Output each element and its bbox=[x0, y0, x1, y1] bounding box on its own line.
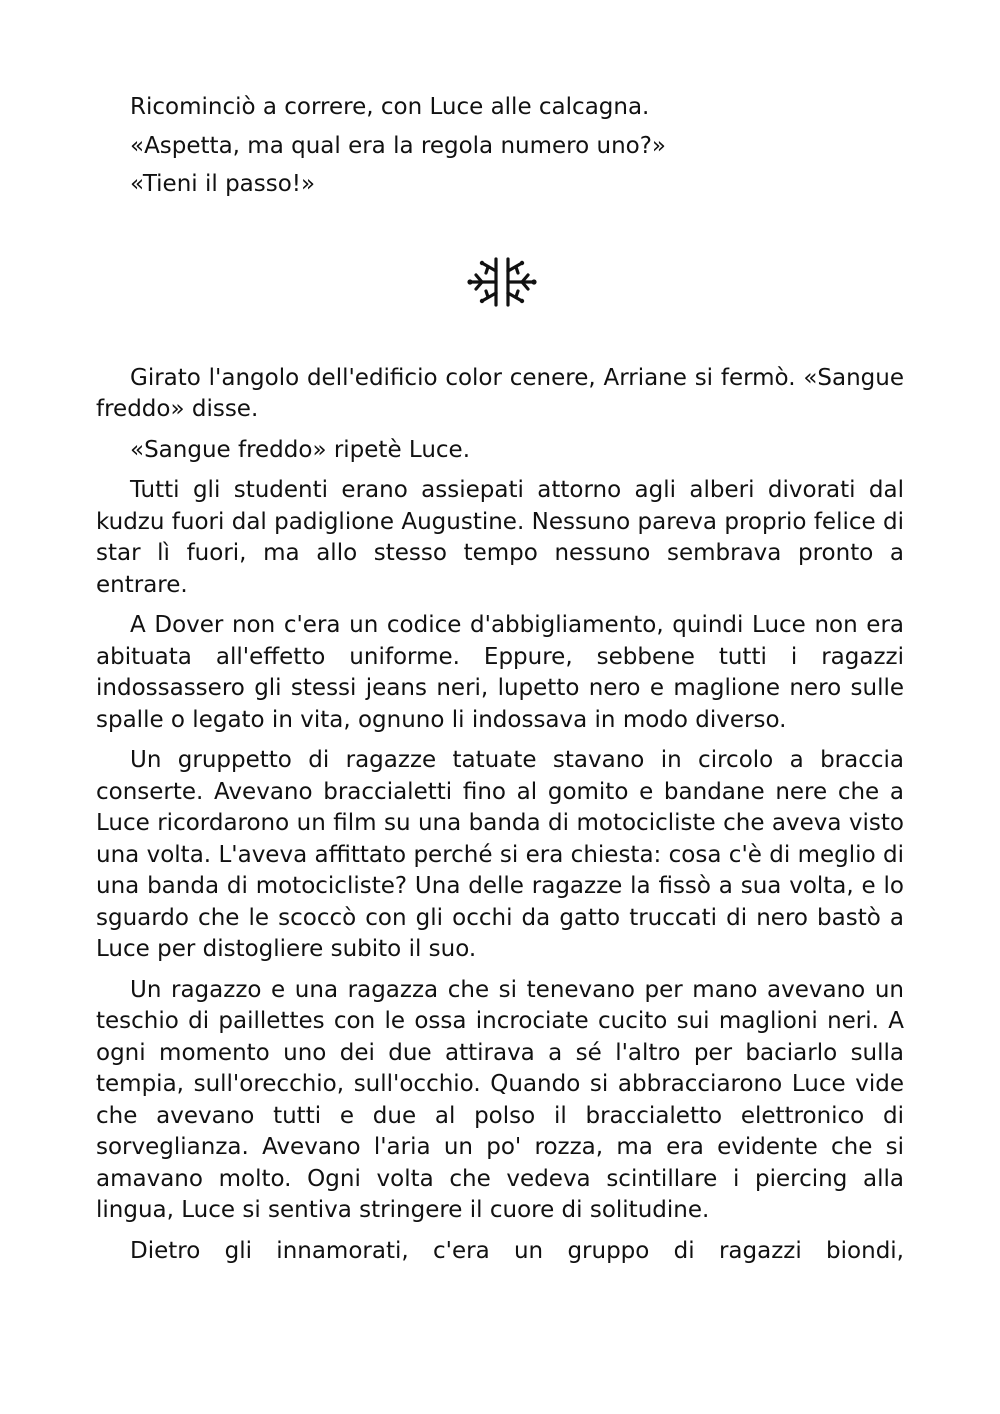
body-paragraph: A Dover non c'era un codice d'abbigliamento, quindi Luce non era abituata all'effetto uniforme. Eppure, sebbene tutti i ragazzi indossassero gli stessi jeans neri, lupetto nero e maglione nero sulle spalle o legato in vita, ognuno li indossava in modo diverso. bbox=[96, 612, 904, 733]
body-paragraph: Un gruppetto di ragazze tatuate stavano in circolo a braccia conserte. Avevano braccialetti fino al gomito e bandane nere che a Luce ricordarono un film su una banda di motocicliste che aveva visto una volta. L'aveva affittato perché si era chiesta: cosa c'è di meglio di una banda di motocicliste? Una delle ragazze la fissò a sua volta, e lo sguardo che le scoccò con gli occhi da gatto truccati di nero bastò a Luce per distogliere subito il suo. bbox=[96, 747, 904, 962]
body-paragraph: «Sangue freddo» ripetè Luce. bbox=[130, 436, 471, 463]
snowflake-ornament-icon bbox=[462, 253, 542, 311]
dialogue-line: «Tieni il passo!» bbox=[130, 171, 316, 197]
body-paragraph: Tutti gli studenti erano assiepati attorno agli alberi divorati dal kudzu fuori dal padiglione Augustine. Nessuno pareva proprio felice di star lì fuori, ma allo stesso tempo nessuno sembrava pronto a entrare. bbox=[96, 477, 904, 598]
dialogue-line: «Aspetta, ma qual era la regola numero uno?» bbox=[130, 132, 666, 159]
book-page bbox=[96, 92, 904, 1276]
section-break bbox=[100, 253, 904, 311]
body-paragraph: Dietro gli innamorati, c'era un gruppo di ragazzi biondi, bbox=[130, 1237, 904, 1264]
body-paragraph: Un ragazzo e una ragazza che si tenevano per mano avevano un teschio di paillettes con le ossa incrociate cucito sui maglioni neri. A ogni momento uno dei due attirava a sé l'altro per baciarlo sulla tempia, sull'orecchio, sull'occhio. Quando si abbracciarono Luce vide che avevano tutti e due al polso il braccialetto elettronico di sorveglianza. Avevano l'aria un po' rozza, ma era evidente che si amavano molto. Ogni volta che vedeva scintillare i piercing alla lingua, Luce si sentiva stringere il cuore di solitudine. bbox=[96, 976, 904, 1223]
body-paragraph: Girato l'angolo dell'edificio color cenere, Arriane si fermò. «Sangue freddo» disse. bbox=[96, 364, 904, 422]
narration-line: Ricominciò a correre, con Luce alle calcagna. bbox=[130, 94, 650, 120]
